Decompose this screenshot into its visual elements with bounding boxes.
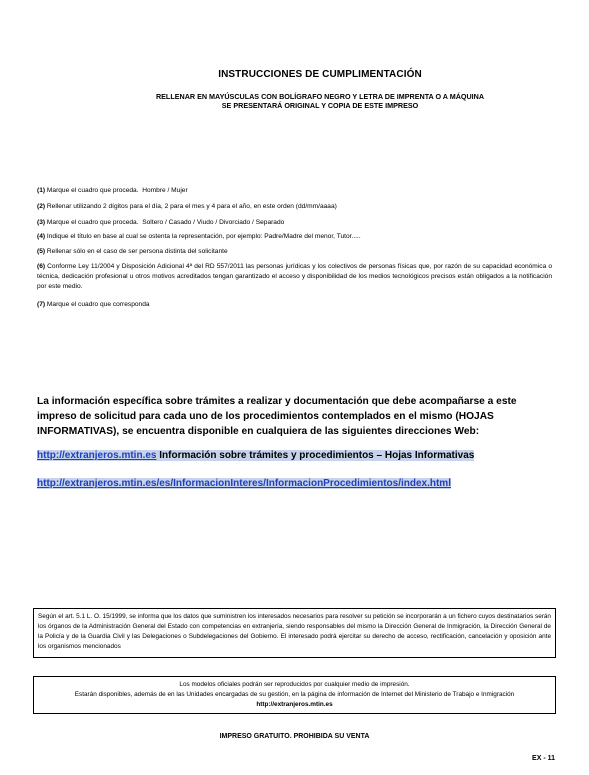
instruction-5 — [37, 247, 552, 257]
instruction-6 — [37, 262, 552, 292]
instruction-text: Conforme Ley 11/2004 y Disposición Adicional 4ª del RD 557/2011 las personas jurídicas y los colectivos de personas físicas que, por razón de su capacidad económica o técnica, dedicación profesional u otros motivos acreditados tengan garantizado el acceso y disponibilidad de los medios tecnológicos precisos están obligados a la notificación por este medio. — [37, 263, 552, 290]
instruction-number: (2) — [37, 203, 46, 210]
official-models-notice — [33, 676, 556, 714]
instruction-4 — [37, 232, 552, 242]
instruction-2 — [37, 202, 552, 212]
link-1-description: Información sobre trámites y procedimientos – Hojas Informativas — [156, 450, 475, 461]
info-paragraph: La información específica sobre trámites a realizar y documentación que debe acompañarse a este impreso de solicitud para cada uno de los procedimientos contemplados en el mismo (HOJAS INFORMATIVAS), se encuentra disponible en cualquiera de las siguientes direcciones Web: — [37, 396, 517, 437]
instruction-text: Indique el título en base al cual se ostenta la representación, por ejemplo: Padre/Madre del menor, Tutor..... — [46, 233, 361, 240]
instruction-number: (5) — [37, 248, 46, 255]
instruction-text: Marque el cuadro que proceda. — [46, 187, 139, 194]
instruction-options: Hombre / Mujer — [142, 187, 188, 194]
extranjeros-home-link[interactable]: http://extranjeros.mtin.es — [37, 450, 157, 461]
instruction-text: Rellenar utilizando 2 dígitos para el día, 2 para el mes y 4 para el año, en este orden (dd/mm/aaaa) — [46, 203, 337, 210]
form-code: EX - 11 — [532, 755, 555, 762]
models-line-2: Estarán disponibles, además de en las Unidades encargadas de su gestión, en la página de información de Internet del Ministerio de Trabajo e Inmigración — [74, 691, 515, 698]
link-row-1 — [37, 449, 474, 463]
models-line-1: Los modelos oficiales podrán ser reproducidos por cualquier medio de impresión. — [179, 681, 410, 688]
instruction-1 — [37, 186, 552, 196]
instruction-number: (3) — [37, 219, 46, 226]
link-row-2 — [37, 477, 451, 491]
instruction-number: (1) — [37, 187, 46, 194]
instruction-options: Soltero / Casado / Viudo / Divorciado / Separado — [142, 219, 285, 226]
models-url: http://extranjeros.mtin.es — [256, 701, 333, 708]
instruction-text: Marque el cuadro que corresponda — [46, 301, 150, 308]
subtitle-original-copy: SE PRESENTARÁ ORIGINAL Y COPIA DE ESTE IMPRESO — [221, 101, 419, 110]
instruction-text: Marque el cuadro que proceda. — [46, 219, 139, 226]
free-form-notice: IMPRESO GRATUITO. PROHIBIDA SU VENTA — [219, 733, 370, 740]
procedures-info-link[interactable]: http://extranjeros.mtin.es/es/InformacionInteres/InformacionProcedimientos/index.html — [37, 478, 451, 489]
instruction-number: (4) — [37, 233, 46, 240]
page-title: INSTRUCCIONES DE CUMPLIMENTACIÓN — [218, 69, 422, 80]
instruction-text: Rellenar sólo en el caso de ser persona distinta del solicitante — [46, 248, 228, 255]
instruction-7 — [37, 300, 552, 310]
data-protection-notice: Según el art. 5.1 L. O. 15/1999, se informa que los datos que suministren los interesados necesarios para resolver su petición se incorporarán a un fichero cuyos destinatarios serán los órganos de la Administración General del Estado con competencias en extranjería, siendo responsables del mismo la Dirección General de Inmigración, la Dirección General de la Policía y de la Guardia Civil y las Delegaciones o Subdelegaciones del Gobierno. El interesado podrá ejercitar su derecho de acceso, rectificación, cancelación y oposición ante los organismos mencionados — [33, 608, 556, 658]
subtitle-fill-instructions: RELLENAR EN MAYÚSCULAS CON BOLÍGRAFO NEGRO Y LETRA DE IMPRENTA O A MÁQUINA — [155, 92, 485, 101]
instruction-number: (7) — [37, 301, 46, 308]
instruction-number: (6) — [37, 263, 46, 270]
instruction-3 — [37, 218, 552, 228]
